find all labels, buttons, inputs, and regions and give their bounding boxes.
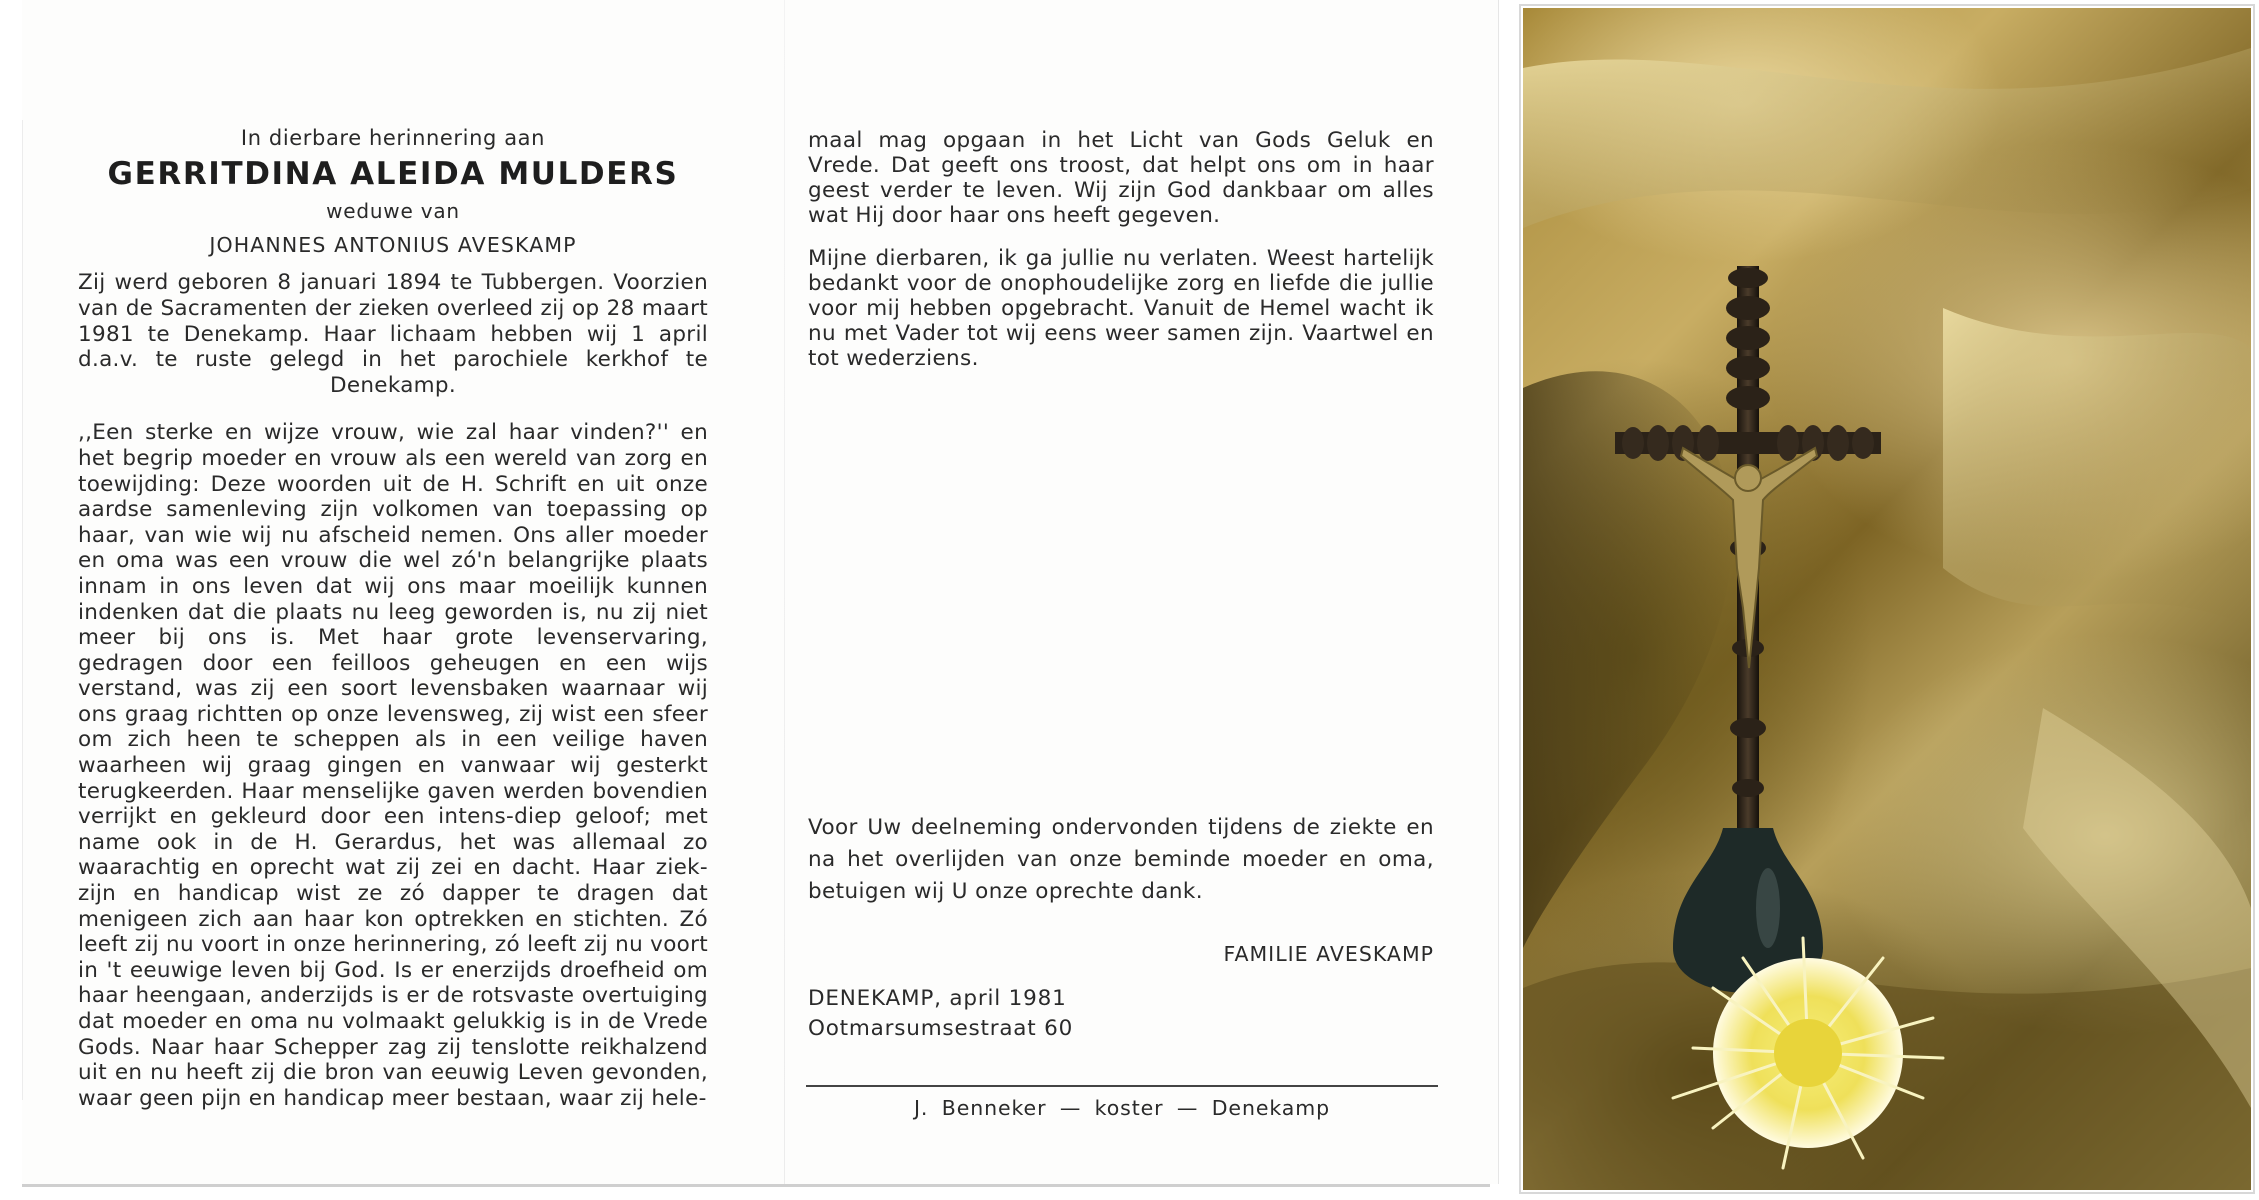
card-left-edge (22, 120, 23, 1100)
address: Ootmarsumsestraat 60 (808, 1016, 1074, 1041)
crucifix-photo (1523, 8, 2251, 1190)
printer-line (806, 1096, 1438, 1120)
printer-divider (806, 1085, 1438, 1087)
flower-center (1774, 1019, 1842, 1087)
spouse-name: JOHANNES ANTONIUS AVESKAMP (209, 232, 577, 257)
widow-label: weduwe van (326, 199, 460, 224)
deceased-name: GERRITDINA ALEIDA MULDERS (107, 155, 679, 192)
card-fold (784, 0, 785, 1184)
tribute-continuation: maal mag opgaan in het Licht van Gods Geluk en Vrede. Dat geeft ons troost, dat helpt ons om in haar geest verder te leven. Wij zijn God dankbaar om alles wat Hij door haar ons heeft gegeven. (808, 128, 1434, 228)
printer-place: Denekamp (1211, 1096, 1331, 1120)
birth-death-paragraph: Zij werd geboren 8 januari 1894 te Tubbergen. Voorzien van de Sacramenten der zieken overleed zij op 28 maart 1981 te Denekamp. Haar lichaam hebben wij 1 april d.a.v. te ruste gelegd in het parochiele kerkhof te Denekamp. (78, 270, 708, 398)
printer-name: J. Benneker (913, 1096, 1047, 1120)
farewell-paragraph: Mijne dierbaren, ik ga jullie nu verlaten. Weest hartelijk bedankt voor de onophoudelijke zorg en liefde die jullie voor mij hebben opgebracht. Vanuit de Hemel wacht ik nu met Vader tot wij eens weer samen zijn. Vaartwel en tot wederziens. (808, 246, 1434, 371)
card-bottom-edge (22, 1184, 1490, 1187)
thanks-paragraph: Voor Uw deelneming ondervonden tijdens de ziekte en na het overlijden van onze beminde moeder en oma, betuigen wij U onze oprechte dank. (808, 815, 1434, 904)
crucifix-illustration (1523, 8, 2251, 1190)
middle-column (808, 128, 1434, 389)
printer-dash: — (1059, 1096, 1082, 1120)
family-signature: FAMILIE AVESKAMP (1223, 942, 1434, 966)
intro-line: In dierbare herinnering aan (240, 126, 546, 150)
place-and-address (808, 984, 1434, 1044)
base-highlight (1756, 868, 1780, 948)
printer-dash: — (1176, 1096, 1199, 1120)
place-date: DENEKAMP, april 1981 (808, 986, 1067, 1011)
drape-fold (1523, 48, 2251, 228)
tribute-paragraph: ,,Een sterke en wijze vrouw, wie zal haar vinden?'' en het begrip moeder en vrouw als een wereld van zorg en toewijding: Deze woorden uit de H. Schrift en uit onze aardse samenleving zijn volkomen van toepassing op haar, van wie wij nu afscheid nemen. Ons aller moeder en oma was een vrouw die wel zó'n belangrijke plaats innam in ons leven dat wij ons maar moeilijk kunnen indenken dat die plaats nu leeg geworden is, nu zij niet meer bij ons is. Met haar grote levenservaring, gedragen door een feilloos geheugen en een wijs verstand, was zij een soort levensbaken waarnaar wij ons graag richtten op onze levensweg, zij wist een sfeer om zich heen te scheppen als in een veilige haven waarheen wij graag gingen en vanwaar wij gesterkt terugkeerden. Haar menselijke gaven werden bovendien verrijkt en gekleurd door een intens-diep geloof; met name ook in de H. Gerardus, het was allemaal zo waarachtig en oprecht wat zij zei en dacht. Haar ziek-zijn en handicap wist ze zó dapper te dragen dat menigeen zich aan haar kon optrekken en stichten. Zó leeft zij nu voort in onze herinnering, zó leeft zij nu voort in 't eeuwige leven bij God. Is er enerzijds droefheid om haar heengaan, anderzijds is er de rotsvaste overtuiging dat moeder en oma nu volmaakt gelukkig is in de Vrede Gods. Naar haar Schepper zag zij tenslotte reikhalzend uit en nu heeft zij die bron van eeuwig Leven gevonden, waar geen pijn en handicap meer bestaan, waar zij hele- (78, 420, 708, 1111)
drape-fold (1943, 308, 2251, 628)
left-column (78, 120, 708, 1111)
printer-role: koster (1094, 1096, 1164, 1120)
